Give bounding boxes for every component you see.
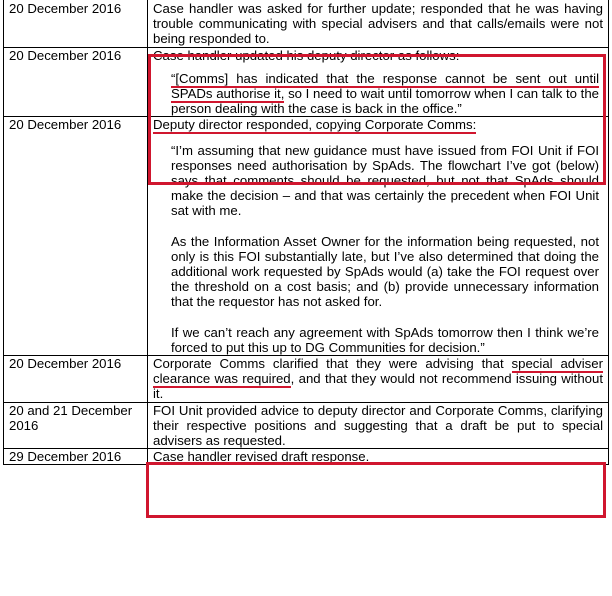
event-cell (148, 449, 609, 465)
table-row (4, 449, 609, 465)
chronology-table (3, 0, 609, 465)
highlight-box-clearance (146, 462, 606, 518)
date-cell: 29 December 2016 (4, 449, 148, 465)
quote-para-2: As the Information Asset Owner for the information being requested, not only is this FOI substantially late, but I’ve also determined that doing the additional work requested by SpAds would (a) take the FOI request over the threshold on a cost basis; and (b) provide unnecessary information that the requestor has not asked for. (171, 233, 599, 310)
event-cell-highlighted (148, 356, 609, 403)
event-intro: Case handler updated his deputy director as follows: (153, 47, 460, 63)
quote-para-3: If we can’t reach any agreement with SpAds tomorrow then I think we’re forced to put this up to DG Communities for decision.” (171, 324, 599, 355)
date-text: 20 December 2016 (9, 1, 122, 16)
event-cell (148, 402, 609, 449)
event-text: Case handler revised draft response. (153, 449, 370, 465)
quote-underlined: “[Comms] has indicated that the response cannot be sent out until SPADs authorise it, (171, 70, 599, 102)
quote-para-1: “I’m assuming that new guidance must have issued from FOI Unit if FOI responses need authorisation by SpAds. The flowchart I’ve got (below) says that comments should be requested, but not that SpAds should make the decision – and that was certainly the precedent when FOI Unit sat with me. (171, 142, 599, 219)
table-row (4, 47, 609, 117)
event-text-a: Corporate Comms clarified that they were advising that (153, 356, 512, 372)
date-cell: 20 December 2016 (4, 117, 148, 356)
date-cell: 20 December 2016 (4, 47, 148, 117)
date-cell: 20 December 2016 (4, 356, 148, 403)
date-cell: 20 and 21 December 2016 (4, 402, 148, 449)
table-row (4, 117, 609, 356)
event-intro: Deputy director responded, copying Corporate Comms: (153, 117, 477, 133)
event-intro-wrap (153, 117, 603, 132)
event-text: FOI Unit provided advice to deputy director and Corporate Comms, clarifying their respective positions and suggesting that a draft be put to special advisers as requested. (153, 402, 603, 449)
event-cell (148, 0, 609, 47)
event-cell-highlighted (148, 47, 609, 117)
table-row (4, 402, 609, 449)
event-text (153, 356, 603, 402)
event-quote (171, 71, 599, 117)
date-cell (4, 0, 148, 47)
table-row (4, 0, 609, 47)
event-text-underlined: special adviser clearance was required (153, 356, 603, 387)
quote-rest: so I need to wait until tomorrow when I can talk to the person dealing with the case is back in the office.” (171, 86, 599, 117)
event-text-c: , and that they would not recommend issuing without it. (153, 371, 603, 402)
event-text: Case handler was asked for further update; responded that he was having trouble communicating with special advisers and that calls/emails were not being responded to. (153, 1, 603, 47)
event-cell (148, 117, 609, 356)
table-row (4, 356, 609, 403)
